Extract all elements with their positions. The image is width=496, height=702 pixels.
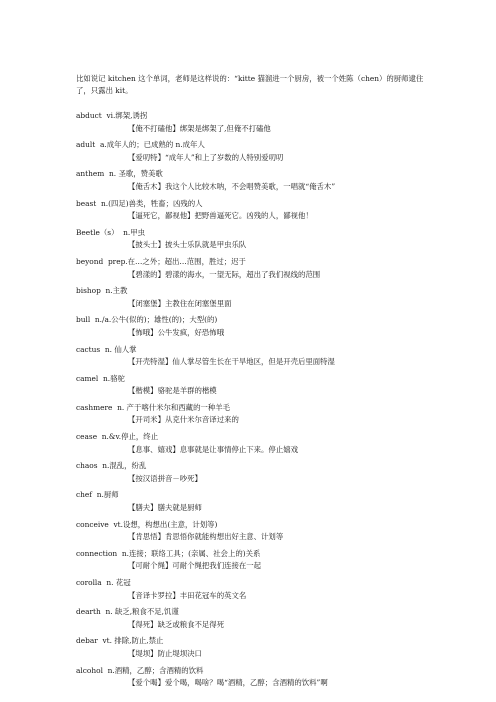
entry-word: adult [76, 140, 96, 150]
entry-headline [76, 168, 436, 181]
entry-definition: n.酒精，乙醇；含酒精的饮料 [107, 665, 204, 675]
entry-definition: n.甲虫 [123, 227, 146, 237]
vocabulary-entry [76, 519, 436, 548]
entry-mnemonic: 【楷模】骆驼是羊群的楷模 [128, 386, 217, 396]
entry-mnemonic: 【得死】缺乏或粮食不足得死 [128, 619, 225, 629]
entry-mnemonic: 【按汉语拼音－吵死】 [128, 473, 202, 483]
entry-definition: n.厨师 [96, 490, 119, 500]
entry-mnemonic: 【息事、嬉戏】息事就是让事情停止下来。停止嬉戏 [128, 444, 298, 454]
vocabulary-entry [76, 110, 436, 139]
entry-mnemonic: 【碧漾的】碧漾的海水，一望无际，超出了我们视线的范围 [128, 269, 321, 279]
entry-headline [76, 198, 436, 211]
entry-definition: n. 圣歌，赞美歌 [108, 169, 163, 179]
entry-mnemonic: 【膳夫】膳夫就是厨师 [128, 503, 202, 513]
entry-headline [76, 606, 436, 619]
entry-headline [76, 519, 436, 532]
entry-word: camel [76, 373, 99, 383]
entry-headline [76, 344, 436, 357]
vocabulary-entry [76, 635, 436, 664]
vocabulary-entry [76, 227, 436, 256]
entry-word: Beetle（s） [76, 227, 119, 237]
entry-definition: prep.在…之外；超出…范围，胜过；迟于 [107, 256, 246, 266]
entry-mnemonic: 【俺不打磕他】绑架是绑架了,但俺不打磕他 [128, 123, 271, 133]
vocabulary-entry [76, 402, 436, 431]
entry-definition: n.(四足)兽类，牲畜；凶残的人 [100, 198, 203, 208]
vocabulary-entry [76, 460, 436, 489]
vocabulary-entry [76, 489, 436, 518]
entry-headline [76, 314, 436, 327]
entry-definition: vt.设想，构想出(主意，计划等) [113, 519, 218, 529]
entry-headline [76, 460, 436, 473]
entry-headline [76, 635, 436, 648]
entry-mnemonic: 【肯思悟】肯思悟你就能构想出好主意、计划等 [128, 532, 284, 542]
entry-headline [76, 489, 436, 502]
entry-word: anthem [76, 169, 105, 179]
entry-mnemonic: 【逼死它，鄙视他】把野兽逼死它。凶残的人，鄙视他！ [128, 211, 313, 221]
entry-mnemonic: 【闭塞堡】主教住在闭塞堡里面 [128, 298, 232, 308]
entry-headline [76, 577, 436, 590]
vocabulary-entry [76, 344, 436, 373]
entry-headline [76, 110, 436, 123]
entry-word: alcohol [76, 665, 103, 675]
entry-mnemonic: 【爱叨特】“成年人”和上了岁数的人特别爱叨叨 [128, 152, 284, 162]
entry-definition: n. 产于喀什米尔和西藏的一种羊毛 [117, 402, 231, 412]
entry-definition: vt. 排除,防止,禁止 [102, 636, 164, 646]
entry-definition: n. 缺乏,粮食不足,饥谨 [105, 607, 179, 617]
entry-headline [76, 139, 436, 152]
entry-word: cactus [76, 344, 101, 354]
entry-headline [76, 256, 436, 269]
entry-headline [76, 285, 436, 298]
entry-mnemonic: 【怖哦】公牛发疯，好恐怖哦 [128, 327, 225, 337]
entry-word: bishop [76, 286, 101, 296]
entry-word: chaos [76, 461, 98, 471]
entry-definition: n.连接；联络工具；(亲属、社会上的)关系 [121, 548, 261, 558]
vocabulary-entry [76, 314, 436, 343]
entry-definition: a.成年人的；已成熟的 n.成年人 [99, 140, 205, 150]
vocabulary-entry [76, 431, 436, 460]
entry-mnemonic: 【音译卡罗拉】丰田花冠车的英文名 [128, 590, 247, 600]
vocabulary-entry [76, 285, 436, 314]
entry-word: abduct [76, 111, 102, 120]
entry-word: corolla [76, 578, 102, 587]
entry-mnemonic: 【披头士】披头士乐队就是甲虫乐队 [128, 240, 247, 250]
entry-word: connection [76, 548, 118, 558]
entry-definition: n.主教 [105, 286, 128, 296]
entry-mnemonic: 【俺舌木】我这个人比较木呐，不会唱赞美歌，一唱就“俺舌木” [128, 181, 336, 191]
entry-word: cashmere [76, 402, 113, 412]
entry-word: debar [76, 636, 98, 646]
entry-word: beast [76, 198, 97, 208]
vocabulary-list [76, 110, 436, 694]
entry-word: beyond [76, 256, 104, 266]
vocabulary-entry [76, 606, 436, 635]
vocabulary-entry [76, 548, 436, 577]
entry-mnemonic: 【堤坝】防止堤坝决口 [128, 648, 202, 658]
vocabulary-entry [76, 373, 436, 402]
entry-word: conceive [76, 519, 109, 529]
vocabulary-entry [76, 198, 436, 227]
vocabulary-entry [76, 577, 436, 606]
entry-word: bull [76, 315, 91, 325]
entry-mnemonic: 【爱个喝】爱个喝，喝啥？喝“酒精，乙醇；含酒精的饮料”啊 [128, 678, 328, 688]
entry-definition: n. 仙人掌 [104, 344, 137, 354]
entry-headline [76, 665, 436, 678]
entry-word: dearth [76, 607, 101, 617]
entry-mnemonic: 【可耐个绳】可耐个绳把我们连接在一起 [128, 561, 262, 571]
entry-definition: n.混乱，纷乱 [102, 461, 147, 471]
entry-headline [76, 548, 436, 561]
intro-paragraph: 比如说记 kitchen 这个单词，老师是这样说的：“kitte 猫溜进一个厨房，被一个姓陈（chen）的厨师逮住了，只露出 kit。 [76, 74, 424, 95]
entry-definition: vi.绑架,诱拐 [106, 111, 148, 120]
entry-headline [76, 373, 436, 386]
entry-word: chef [76, 490, 93, 500]
entry-mnemonic: 【开壳特湿】仙人掌尽管生长在干旱地区，但是开壳后里面特湿 [128, 357, 335, 367]
entry-definition: n.骆驼 [103, 373, 125, 383]
entry-headline [76, 227, 436, 240]
entry-mnemonic: 【开司米】从克什米尔音译过来的 [128, 415, 239, 425]
entry-definition: n.&v.停止，终止 [101, 432, 159, 442]
entry-definition: n. 花冠 [106, 578, 131, 587]
vocabulary-entry [76, 168, 436, 197]
vocabulary-entry [76, 256, 436, 285]
vocabulary-entry [76, 139, 436, 168]
entry-headline [76, 431, 436, 444]
entry-definition: n./a.公牛(似的)；雄性(的)；大型(的) [94, 315, 218, 325]
entry-word: cease [76, 432, 98, 442]
entry-headline [76, 402, 436, 415]
vocabulary-entry [76, 665, 436, 694]
